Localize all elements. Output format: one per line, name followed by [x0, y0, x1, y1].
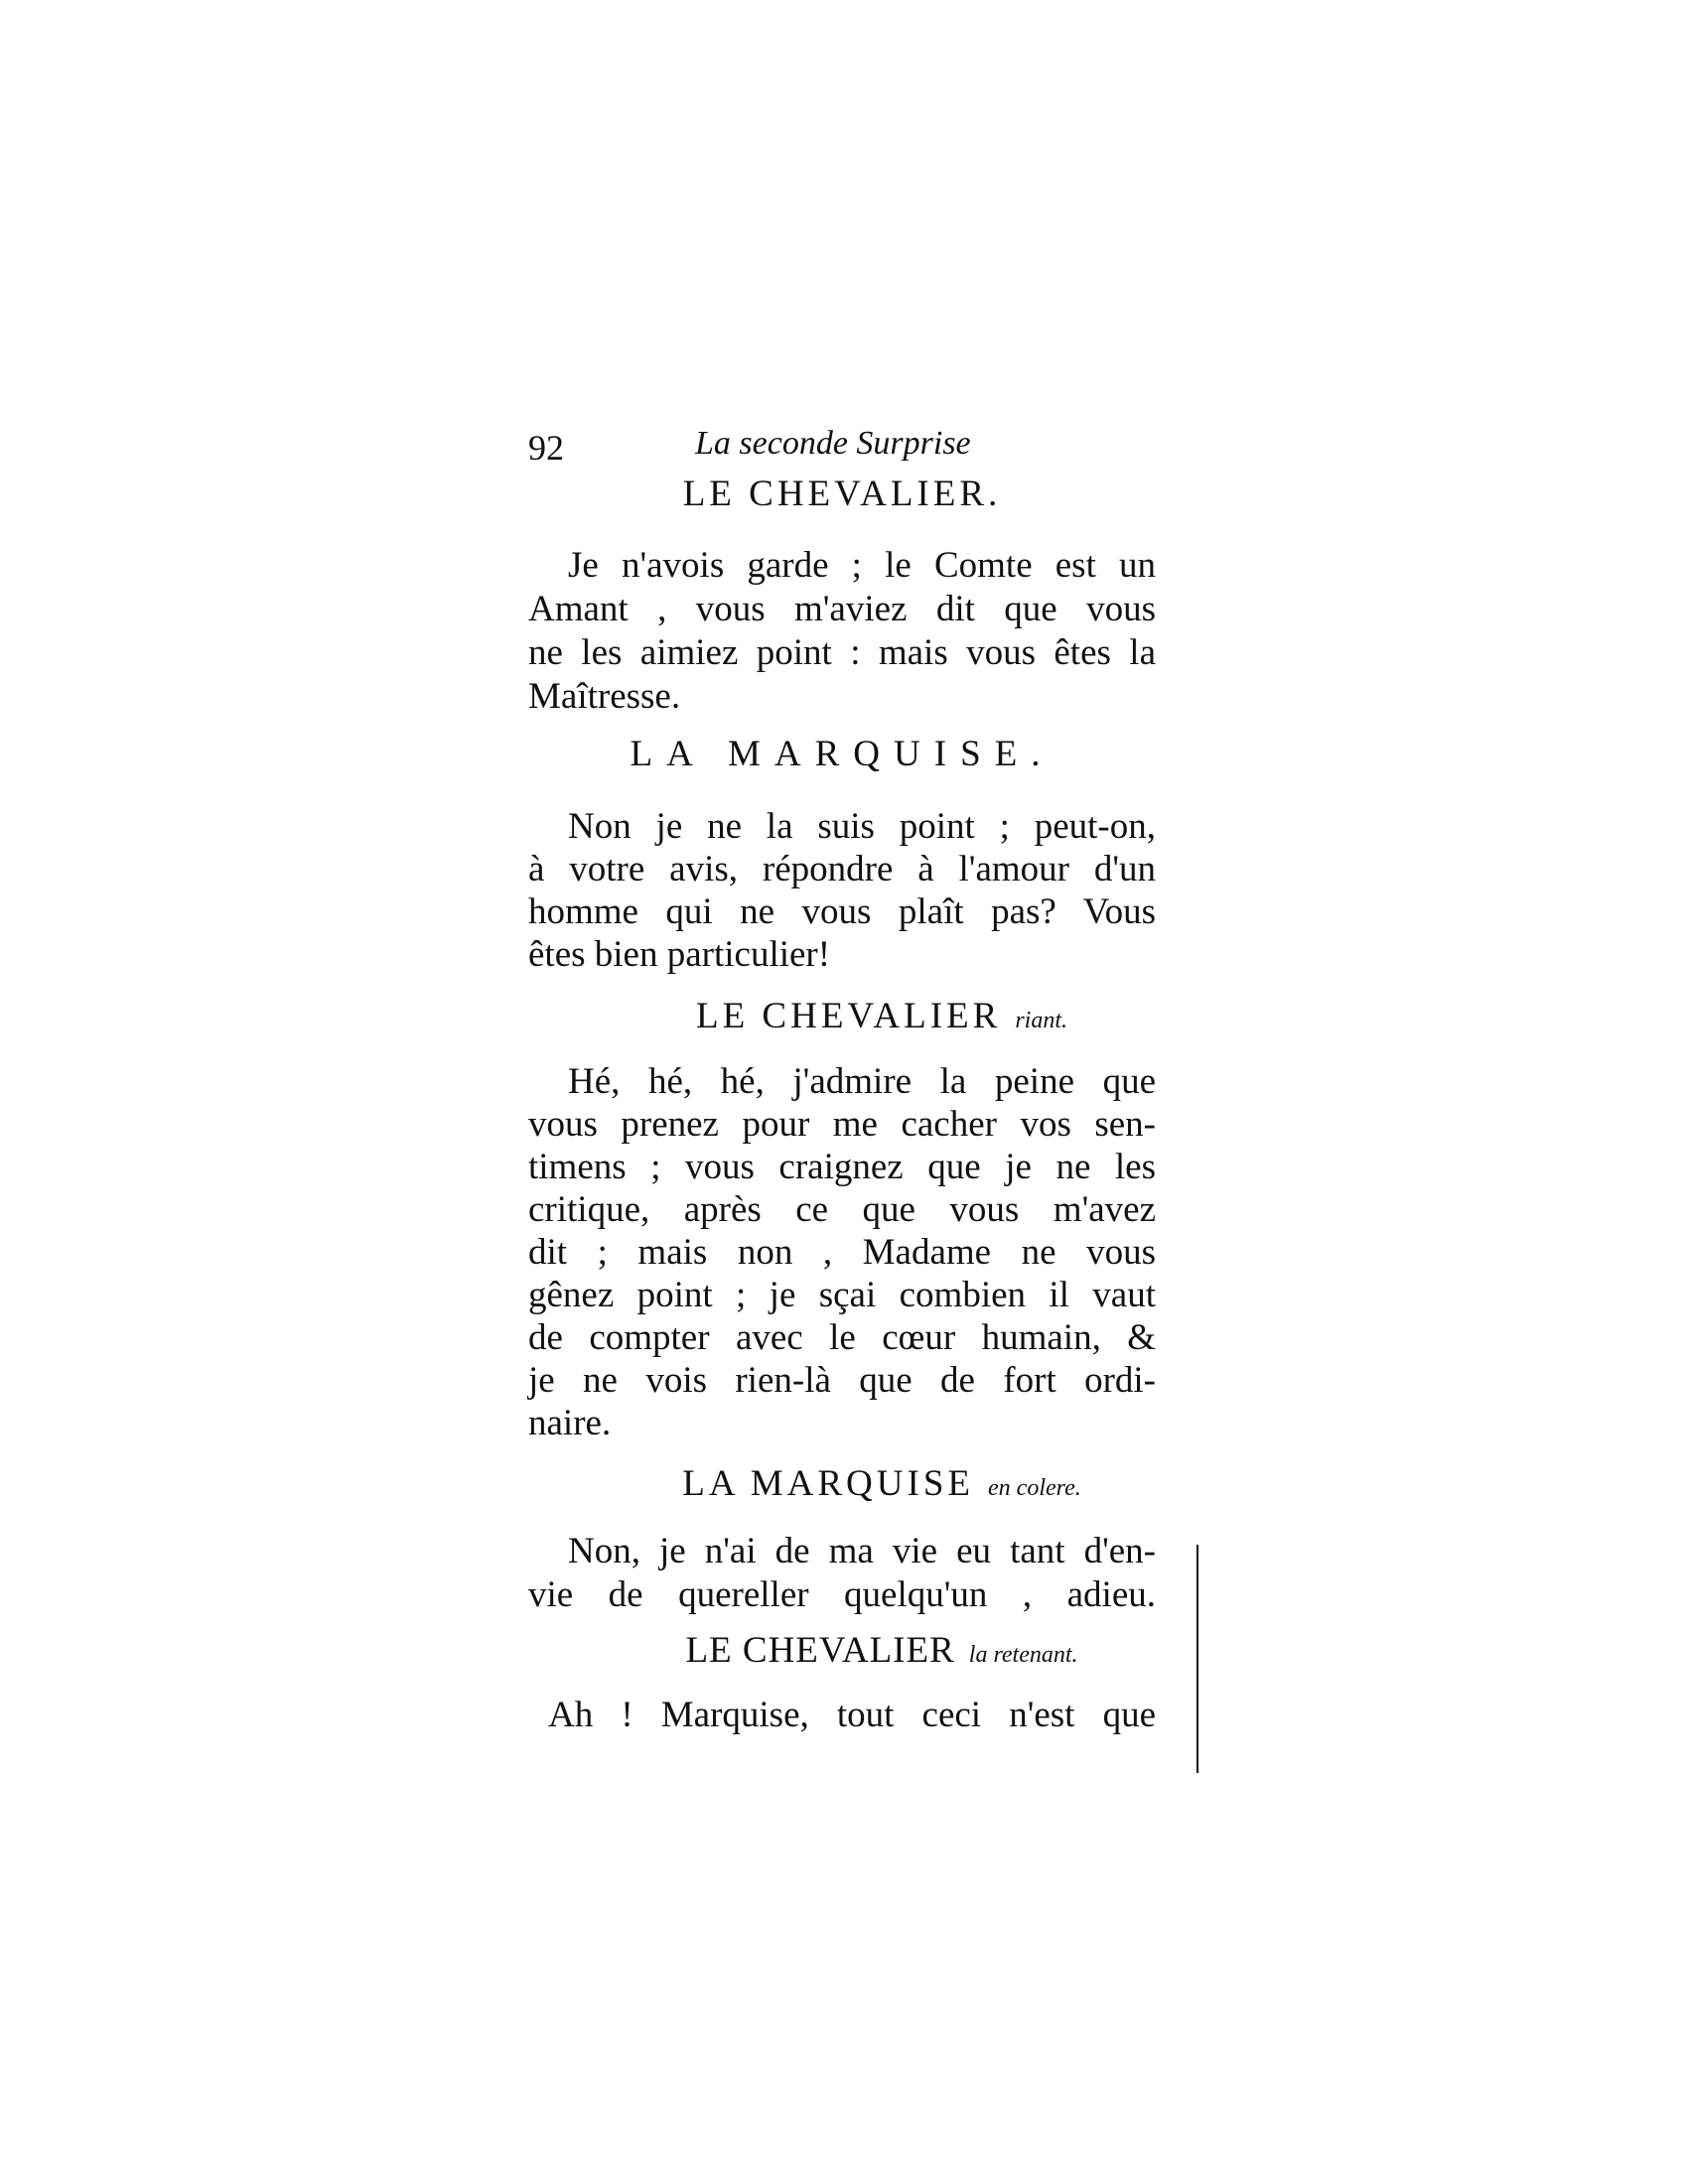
- speaker-name: LE CHEVALIER: [685, 1630, 955, 1671]
- text-line: homme qui ne vous plaît pas? Vous: [528, 891, 1156, 932]
- stage-direction: riant.: [1015, 1008, 1067, 1033]
- text-line: Maîtresse.: [528, 676, 681, 717]
- speaker-heading: [528, 1462, 1156, 1505]
- text-line: à votre avis, répondre à l'amour d'un: [528, 849, 1156, 889]
- speaker-heading: [528, 995, 1156, 1037]
- text-line: timens ; vous craignez que je ne les: [528, 1147, 1156, 1187]
- text-line: naire.: [528, 1403, 612, 1443]
- speaker-heading: [528, 733, 1156, 775]
- text-line: Ah ! Marquise, tout ceci n'est que: [548, 1695, 1156, 1735]
- text-line: Amant , vous m'aviez dit que vous: [528, 589, 1156, 629]
- stage-direction: la retenant.: [968, 1642, 1078, 1668]
- text-line: Je n'avois garde ; le Comte est un: [568, 545, 1156, 586]
- text-line: Hé, hé, hé, j'admire la peine que: [568, 1061, 1156, 1102]
- speaker-name: LE CHEVALIER.: [682, 474, 1002, 514]
- text-line: gênez point ; je sçai combien il vaut: [528, 1275, 1156, 1315]
- stage-direction: en colere.: [988, 1475, 1081, 1501]
- page-number: 92: [528, 428, 564, 468]
- speaker-heading: [528, 473, 1156, 515]
- text-line: vous prenez pour me cacher vos sen-: [528, 1104, 1156, 1145]
- running-title: La seconde Surprise: [695, 425, 971, 462]
- text-line: êtes bien particulier!: [528, 934, 831, 975]
- text-line: ne les aimiez point : mais vous êtes la: [528, 632, 1156, 673]
- margin-rule: [1196, 1545, 1198, 1773]
- text-line: vie de quereller quelqu'un , adieu.: [528, 1574, 1156, 1615]
- text-line: de compter avec le cœur humain, &: [528, 1317, 1156, 1358]
- speaker-name: LA MARQUISE.: [630, 734, 1055, 774]
- speaker-heading: [528, 1629, 1156, 1672]
- text-line: Non, je n'ai de ma vie eu tant d'en-: [568, 1531, 1156, 1571]
- text-line: critique, après ce que vous m'avez: [528, 1189, 1156, 1230]
- text-line: Non je ne la suis point ; peut-on,: [568, 806, 1156, 847]
- speaker-name: LA MARQUISE: [682, 1463, 975, 1504]
- text-line: je ne vois rien-là que de fort ordi-: [528, 1360, 1156, 1401]
- text-line: dit ; mais non , Madame ne vous: [528, 1232, 1156, 1273]
- speaker-name: LE CHEVALIER: [695, 996, 1002, 1036]
